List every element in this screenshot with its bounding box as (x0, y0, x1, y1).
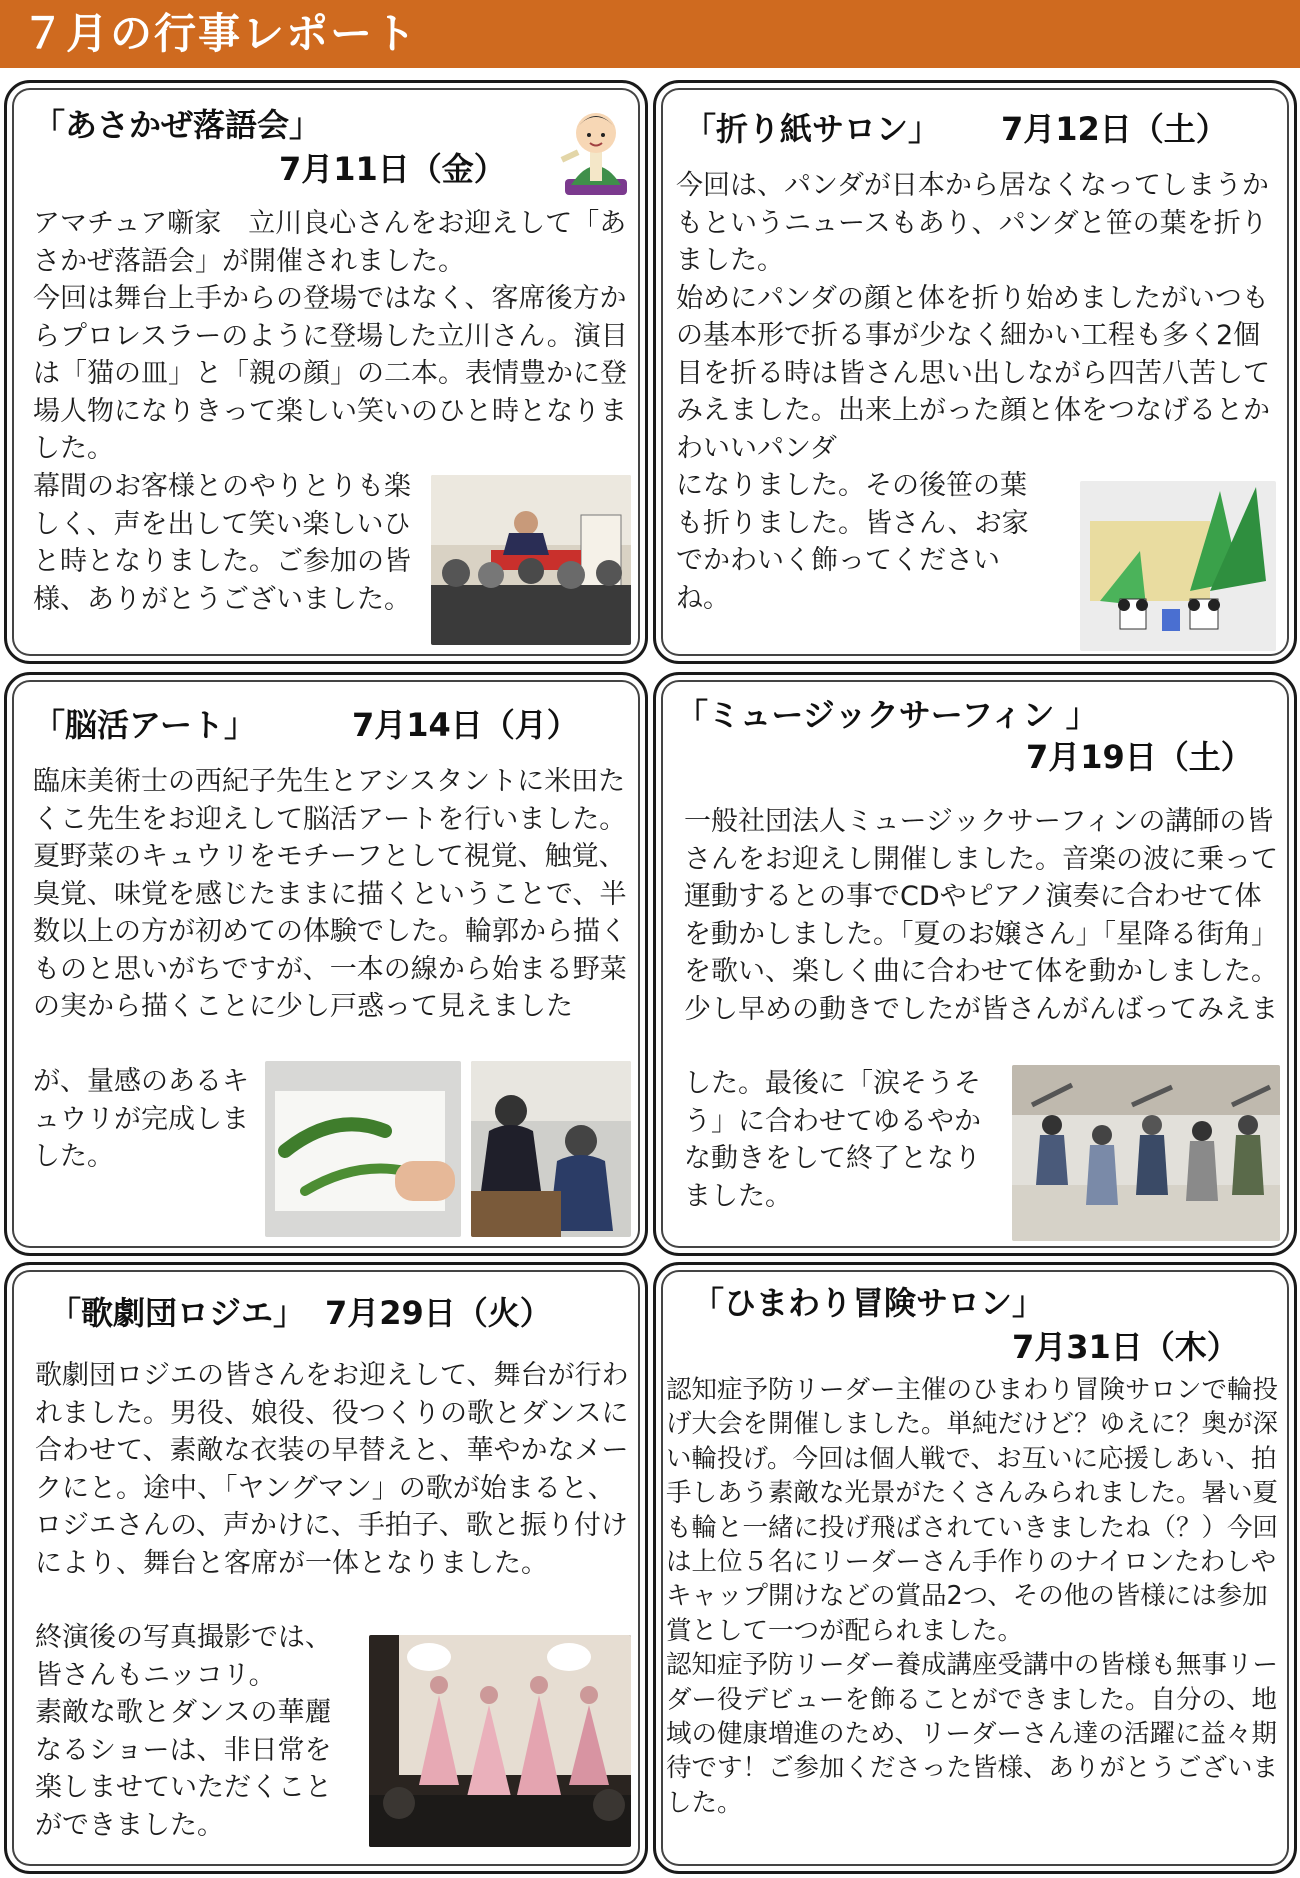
event-body: アマチュア噺家 立川良心さんをお迎えして「あさかぜ落語会」が開催されました。 今回は舞台上手からの登場ではなく、客席後方からプロレスラーのように登場した立川さん。演目は「猫の皿」と「親の顔」の二本。表情豊かに登場人物になりきって楽しい笑いのひと時となりました。 (33, 208, 628, 464)
event-body: 今回は、パンダが日本から居なくなってしまうかもというニュースもあり、パンダと笹の葉を折りました。 始めにパンダの顔と体を折り始めましたがいつもの基本形で折る事が少なく細かい工程も多く2個目を折る時は皆さん思い出しながら四苦八苦してみえました。出来上がった顔と体をつなげるとかわいいパンダ (676, 170, 1270, 464)
event-title: 「あさかぜ落語会」 (33, 106, 322, 144)
event-panel-music-surfin (653, 672, 1297, 1256)
music-exercise-photo (1012, 1065, 1280, 1241)
event-title: 「脳活アート」 (33, 706, 257, 744)
page-header (0, 0, 1300, 68)
event-title: 「歌劇団ロジエ」 (49, 1294, 306, 1332)
event-body-continued: した。最後に「涙そうそう」に合わせてゆるやかな動きをして終了となりました。 (684, 1068, 981, 1212)
event-title: 「ひまわり冒険サロン」 (692, 1284, 1045, 1322)
event-date: 7月29日（火） (325, 1294, 552, 1332)
page-title: ７月の行事レポート (22, 9, 419, 58)
event-panel-brain-art (4, 672, 648, 1256)
origami-panda-bamboo-photo (1080, 481, 1276, 651)
event-date: 7月31日（木） (1012, 1328, 1239, 1366)
event-body-continued: 終演後の写真撮影では、皆さんもニッコリ。 素敵な歌とダンスの華麗なるショーは、非日常を楽しませていただくことができました。 (35, 1622, 332, 1841)
event-date: 7月19日（土） (1026, 738, 1253, 776)
event-date: 7月11日（金） (279, 150, 506, 188)
event-body-continued: 幕間のお客様とのやりとりも楽しく、声を出して笑い楽しいひと時となりました。ご参加の皆様、ありがとうございました。 (33, 471, 411, 615)
event-panel-himawari (653, 1262, 1297, 1874)
art-class-photo (471, 1061, 631, 1237)
rakugo-performer-illustration (557, 95, 635, 199)
cucumber-drawing-photo (265, 1061, 461, 1237)
event-panel-origami (653, 80, 1297, 664)
event-body-continued: が、量感のあるキュウリが完成しました。 (33, 1066, 249, 1172)
event-body: 臨床美術士の西紀子先生とアシスタントに米田たくこ先生をお迎えして脳活アートを行いました。夏野菜のキュウリをモチーフとして視覚、触覚、臭覚、味覚を感じたままに描くということで、半数以上の方が初めての体験でした。輪郭から描くものと思いがちですが、一本の線から始まる野菜の実から描くことに少し戸惑って見えました (33, 766, 627, 1022)
event-body: 認知症予防リーダー主催のひまわり冒険サロンで輪投げ大会を開催しました。単純だけど？ゆえに？奥が深い輪投げ。今回は個人戦で、お互いに応援しあい、拍手しあう素敵な光景がたくさんみられました。暑い夏も輪と一緒に投げ飛ばされていきましたね（？）今回は上位５名にリーダーさん手作りのナイロンたわしやキャップ開けなどの賞品2つ、その他の皆様には参加賞として一つが配られました。 認知症予防リーダー養成講座受講中の皆様も無事リーダー役デビューを飾ることができました。自分の、地域の健康増進のため、リーダーさん達の活躍に益々期待です！ご参加くださった皆様、ありがとうございました。 (666, 1375, 1279, 1818)
event-title: 「折り紙サロン」 (684, 110, 941, 148)
event-date: 7月14日（月） (352, 706, 579, 744)
rakugo-stage-photo (431, 475, 631, 645)
event-body: 歌劇団ロジエの皆さんをお迎えして、舞台が行われました。男役、娘役、役つくりの歌とダンスに合わせて、素敵な衣装の早替えと、華やかなメークにと。途中、「ヤングマン」の歌が始まると、ロジエさんの、声かけに、手拍子、歌と振り付けにより、舞台と客席が一体となりました。 (35, 1360, 629, 1579)
opera-troupe-photo (369, 1635, 631, 1847)
event-body-continued: になりました。その後笹の葉も折りました。皆さん、お家でかわいく飾ってくださいね。 (676, 470, 1029, 614)
event-panel-rakugo (4, 80, 648, 664)
event-body: 一般社団法人ミュージックサーフィンの講師の皆さんをお迎えし開催しました。音楽の波に乗って運動するとの事でCDやピアノ演奏に合わせて体を動かしました。「夏のお嬢さん」「星降る街角」を歌い、楽しく曲に合わせて体を動かしました。少し早めの動きでしたが皆さんがんばってみえま (684, 806, 1278, 1025)
event-title: 「ミュージックサーフィン 」 (676, 696, 1098, 734)
event-panel-rosier (4, 1262, 648, 1874)
event-date: 7月12日（土） (1001, 110, 1228, 148)
